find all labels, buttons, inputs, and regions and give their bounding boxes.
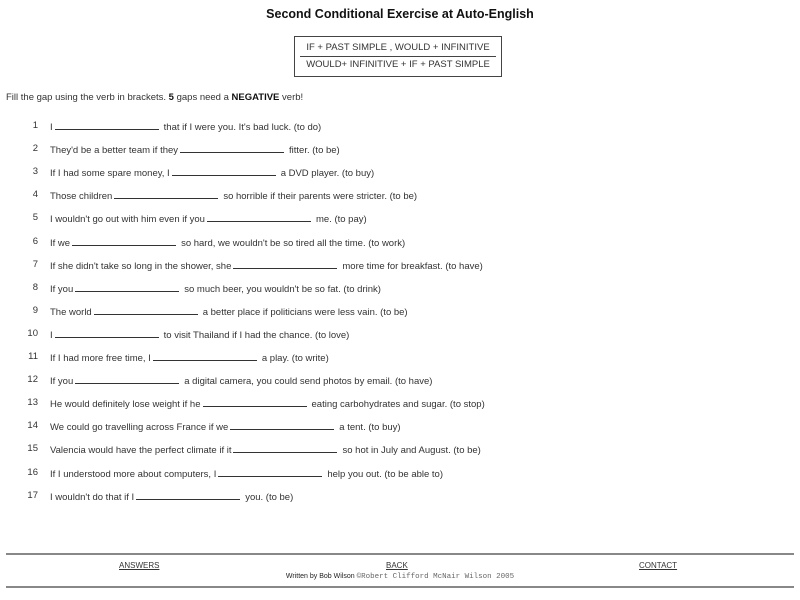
instructions-emphasis: NEGATIVE	[231, 92, 280, 103]
exercise-sentence	[50, 236, 405, 249]
sentence-after-gap: so much beer, you wouldn't be so fat. (to drink)	[184, 283, 381, 295]
exercise-number: 17	[27, 489, 38, 501]
sentence-after-gap: a play. (to write)	[261, 353, 329, 364]
exercise-number: 10	[27, 327, 38, 339]
sentence-before-gap: Valencia would have the perfect climate if it	[50, 445, 232, 457]
answer-gap[interactable]	[75, 374, 179, 384]
answer-gap[interactable]	[218, 467, 322, 477]
exercise-sentence	[50, 443, 481, 456]
sentence-before-gap: If I had more free time, I	[50, 353, 151, 364]
sentence-after-gap: eating carbohydrates and sugar. (to stop)	[311, 399, 485, 411]
answer-gap[interactable]	[233, 443, 337, 453]
sentence-before-gap: The world	[50, 306, 92, 318]
sentence-before-gap: Those children	[50, 191, 113, 203]
sentence-after-gap: fitter. (to be)	[289, 145, 340, 157]
answers-link[interactable]: ANSWERS	[119, 561, 160, 570]
copyright: ©Robert Clifford McNair Wilson 2005	[356, 573, 515, 581]
answer-gap[interactable]	[153, 351, 257, 361]
sentence-after-gap: you. (to be)	[245, 491, 294, 503]
footer-divider-top	[6, 553, 794, 555]
formula-line-2: WOULD+ INFINITIVE + IF + PAST SIMPLE	[306, 59, 490, 70]
sentence-after-gap: help you out. (to be able to)	[327, 468, 444, 480]
exercise-sentence	[50, 490, 293, 503]
sentence-after-gap: so hot in July and August. (to be)	[342, 445, 481, 457]
instructions-suffix: verb!	[279, 92, 304, 103]
exercise-sentence	[50, 282, 381, 295]
sentence-after-gap: a digital camera, you could send photos by email. (to have)	[184, 376, 433, 388]
instructions-count: 5	[168, 92, 174, 103]
exercise-number: 9	[32, 304, 38, 316]
answer-gap[interactable]	[230, 420, 334, 430]
back-link[interactable]: BACK	[386, 561, 408, 570]
exercise-number: 1	[32, 120, 38, 131]
exercise-number: 15	[27, 443, 38, 455]
exercise-number: 4	[32, 189, 38, 201]
exercise-number: 14	[27, 420, 38, 432]
sentence-before-gap: If you	[50, 376, 74, 388]
exercise-sentence	[50, 374, 432, 387]
sentence-after-gap: that if I were you. It's bad luck. (to do)	[163, 122, 322, 133]
sentence-before-gap: If we	[50, 237, 71, 249]
sentence-after-gap: me. (to pay)	[315, 214, 367, 226]
exercise-sentence	[50, 166, 374, 179]
sentence-after-gap: to visit Thailand if I had the chance. (to love)	[163, 329, 350, 341]
sentence-after-gap: a tent. (to buy)	[339, 422, 401, 434]
sentence-before-gap: I wouldn't do that if I	[50, 491, 135, 503]
sentence-before-gap: He would definitely lose weight if he	[50, 399, 201, 411]
answer-gap[interactable]	[55, 120, 159, 130]
sentence-before-gap: They'd be a better team if they	[50, 145, 179, 157]
sentence-before-gap: We could go travelling across France if we	[50, 422, 229, 434]
answer-gap[interactable]	[94, 305, 198, 315]
page-title: Second Conditional Exercise at Auto-English	[266, 7, 534, 21]
answer-gap[interactable]	[136, 490, 240, 500]
instructions-prefix: Fill the gap using the verb in brackets.	[6, 92, 169, 103]
sentence-before-gap: I wouldn't go out with him even if you	[50, 214, 205, 226]
answer-gap[interactable]	[180, 143, 284, 153]
sentence-after-gap: so hard, we wouldn't be so tired all the time. (to work)	[181, 237, 406, 249]
answer-gap[interactable]	[114, 189, 218, 199]
exercise-sentence	[50, 351, 329, 364]
credit-line	[0, 573, 800, 581]
answer-gap[interactable]	[72, 236, 176, 246]
answer-gap[interactable]	[207, 212, 311, 222]
answer-gap[interactable]	[233, 259, 337, 269]
exercise-number: 11	[28, 351, 38, 362]
sentence-after-gap: so horrible if their parents were stricter. (to be)	[223, 191, 418, 203]
formula-divider	[300, 56, 496, 57]
exercise-number: 6	[32, 235, 38, 247]
sentence-before-gap: If I understood more about computers, I	[50, 468, 217, 480]
exercise-sentence	[50, 212, 367, 225]
sentence-after-gap: more time for breakfast. (to have)	[342, 260, 483, 272]
sentence-before-gap: If she didn't take so long in the shower, she	[50, 260, 232, 272]
sentence-after-gap: a DVD player. (to buy)	[280, 168, 375, 180]
sentence-before-gap: If I had some spare money, I	[50, 168, 170, 180]
instructions	[6, 92, 303, 103]
exercise-sentence	[50, 189, 417, 202]
answer-gap[interactable]	[203, 397, 307, 407]
sentence-before-gap: If you	[50, 283, 74, 295]
answer-gap[interactable]	[172, 166, 276, 176]
exercise-number: 7	[32, 258, 38, 270]
formula-line-1: IF + PAST SIMPLE , WOULD + INFINITIVE	[306, 42, 490, 53]
contact-link[interactable]: CONTACT	[639, 561, 678, 570]
exercise-number: 2	[32, 143, 38, 155]
footer-divider-bottom	[6, 586, 794, 588]
exercise-number: 16	[27, 466, 38, 478]
answer-gap[interactable]	[75, 282, 179, 292]
exercise-sentence	[50, 259, 483, 272]
written-by: Written by Bob Wilson	[285, 573, 357, 580]
exercise-sentence	[50, 420, 401, 433]
exercise-number: 12	[27, 374, 38, 386]
exercise-sentence	[50, 120, 321, 133]
exercise-number: 5	[32, 212, 38, 224]
exercise-sentence	[50, 397, 485, 410]
exercise-number: 13	[27, 397, 38, 409]
exercise-sentence	[50, 328, 349, 341]
sentence-before-gap: I	[50, 329, 53, 341]
exercise-sentence	[50, 143, 340, 156]
sentence-after-gap: a better place if politicians were less vain. (to be)	[202, 306, 408, 318]
formula-box	[294, 36, 502, 77]
sentence-before-gap: I	[50, 122, 53, 133]
answer-gap[interactable]	[55, 328, 159, 338]
exercise-number: 3	[32, 166, 38, 178]
exercise-number: 8	[32, 281, 38, 293]
exercise-sentence	[50, 467, 443, 480]
exercise-sentence	[50, 305, 408, 318]
instructions-middle: gaps need a	[173, 92, 232, 103]
